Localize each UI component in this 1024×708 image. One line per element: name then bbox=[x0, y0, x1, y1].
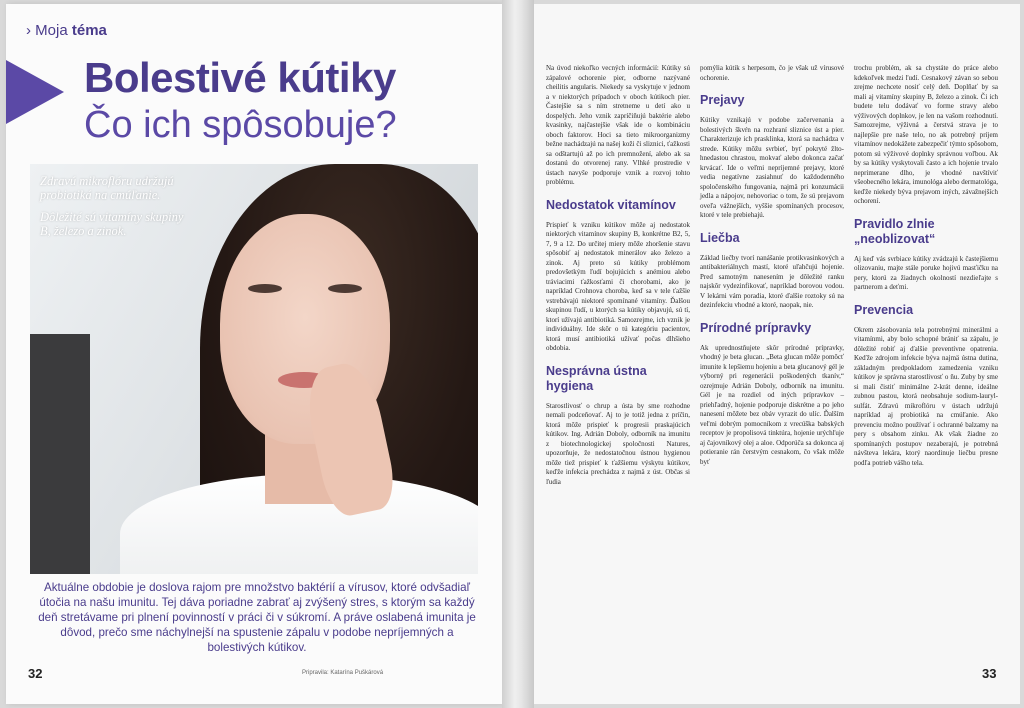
paragraph: pomýlia kútik s herpesom, čo je však už vírusové ochorenie. bbox=[700, 64, 844, 82]
section-heading: Prejavy bbox=[700, 93, 745, 107]
paragraph: Starostlivosť o chrup a ústa by sme rozhodne nemali podceňovať. Aj to je totiž jedna z príčin, ktorá môže prispieť k progresii praskajúcich kútikov. Ing. Adrián Doboly, odborník na imunitu z biotechnologickej spoločnosti Natures, upozorňuje, že nedostatočnou ústnou hygienou môže tiež prispieť k ťažšiemu výskytu kútikov, keďže infekcia prechádza z najmä z úst. Občas si ľudia bbox=[546, 401, 690, 486]
play-arrow-icon bbox=[6, 60, 64, 124]
author-credit: Pripravila: Katarína Puškárová bbox=[302, 670, 384, 676]
photo-eye-left bbox=[248, 284, 282, 293]
section-heading: Pravidlo zlnie „neoblizovat“ bbox=[854, 216, 936, 246]
paragraph: Ak uprednostňujete skôr prírodné prípravky, vhodný je beta glucan. „Beta glucan môže pomôcť imunite k lepšiemu hojeniu a beta glucanový gél je výborný pri regenerácii poškodených tkanív,“ ozrejmuje Adrián Doboly, odborník na imunitu. Gél je na rozdiel od iných prípravkov – priehľadný, hojenie podporuje diskrétne a po jeho nanesení môžete bez obáv vyrazit do ulíc. Ďalším veľmi dobrým pomocníkom z vrecúška babských receptov je propolisová tinktúra, hojenie urýchľuje aj čajovníkový olej a aloe. Odporúča sa dokonca aj potieranie rán čerstvým cesnakom, čo však môže byť bbox=[700, 343, 844, 466]
section-heading: Prevencia bbox=[854, 302, 914, 317]
paragraph: Kútiky vznikajú v podobe začervenania a bolestivých škvŕn na rozhraní sliznice úst a pier. Charakterizuje ich prasklinka, ktorá sa nachádza v strede. Kútiky môžu svrbieť, byť pokryté žlto-hnedastou chrastou, mokvať alebo dokonca začať krvácať. Ide o veľmi nepríjemné prejavy, ktoré vedia negatívne zasiahnuť do každodenného spoločenského fungovania, najmä pri konzumácii jedla a nápojov, nehovoriac o tom, že sú prejavom oveľa vážnejších, vyššie spomínaných procesov, ktoré v tele prebiehajú. bbox=[700, 116, 844, 219]
rubric-bold: téma bbox=[71, 22, 107, 39]
right-page bbox=[534, 4, 1020, 704]
lead-paragraph: Aktuálne obdobie je doslova rajom pre množstvo baktérií a vírusov, ktoré odvšadiaľ útočia na našu imunitu. Tej dáva poriadne zabrať aj zvýšený stres, s ktorým sa každý deň stretávame pri plnení povinností v práci či v súkromí. A práve oslabená imunita je dôvod, prečo sme náchylnejší na spustenie zápalu v podobe nepríjemných a bolestivých kútikov. bbox=[38, 581, 476, 654]
section-heading: Nesprávna ústna hygiena bbox=[546, 363, 647, 393]
paragraph: Okrem zásobovania tela potrebnými minerálmi a vitamínmi, aby bolo schopné brániť sa zápalu, je dôležité robiť aj ďalšie preventívne opatrenia. Keďže zdrojom infekcie býva najmä ústna dutina, základným predpokladom zamedzenia vzniku kútikov je správna starostlivosť o ňu. Zuby by sme si mali čistiť minimálne 2-krát denne, ideálne zubnou pastou, ktorá neobsahuje sodium-lauryl-sulfát. Zdravú mikroflóru v ústach udržujú napríklad aj probiotiká na cmúľanie. Ako prevenciu možno používať i ochranné balzamy na pery s obsahom zinku. Ak však žiadne zo spomínaných postupov nezaberajú, je potrebná návšteva lekára, ktorý naordinuje liečbu presne podľa potrieb vášho tela. bbox=[854, 325, 998, 467]
rubric-prefix: › Moja bbox=[26, 22, 68, 39]
page-number-right: 33 bbox=[982, 666, 997, 681]
page-number-left: 32 bbox=[28, 666, 43, 681]
book-gutter bbox=[502, 0, 534, 708]
photo-background-shape bbox=[30, 334, 90, 574]
paragraph: Na úvod niekoľko vecných informácií: Kútiky sú zápalové ochorenie pier, odborne nazývané cheilitis angularis. Niekedy sa vyskytuje v jednom a v niektorých prípadoch v oboch kútikoch pier. Častejšie sa s ním stretneme u detí ako u dospelých. Jeho vznik zapríčiňujú baktérie alebo kvasinky, najčastejšie však ide o kombináciu oboch faktorov. Hoci sa tieto mikroorganizmy bežne nachádzajú na našej koži či sliznici, ťažkosti sa odštartujú až po ich premnožení, alebo ak sa dostanú do otvorenej rany. Vlhké prostredie v ústach navyše podporuje vznik a rozvoj tohto problému. bbox=[546, 64, 690, 186]
text-column-2 bbox=[700, 64, 844, 467]
photo-eye-right bbox=[328, 284, 362, 293]
section-heading: Nedostatok vitamínov bbox=[546, 197, 676, 212]
article-title: Bolestivé kútiky bbox=[84, 54, 396, 101]
photo-caption bbox=[40, 174, 190, 246]
photo-caption-line: Dôležité sú vitamíny skupiny B, železo a zinok. bbox=[40, 210, 184, 238]
paragraph: Základ liečby tvorí nanášanie protikvasinkových a antibakteriálnych mastí, ktoré uľahčujú hojenie. Pred samotným nanesením je dôležité ranku najskôr vydezinfikovať, napríklad borovou vodou. V lekárni vám poradia, ktoré ďalšie roztoky sú na dezinfekciu vhodné a ktoré, naopak, nie. bbox=[700, 253, 844, 309]
section-heading: Prírodné prípravky bbox=[700, 320, 812, 335]
paragraph: Prispieť k vzniku kútikov môže aj nedostatok niektorých vitamínov skupiny B, konkrétne B2, 5, 7, 9 a 12. Do určitej miery môže zhoršenie stavu spôsobiť aj nedostatok minerálov ako železo a zinok. Aj preto sú kútiky problémom predovšetkým ľudí bojujúcich s anémiou alebo tráviacimi ťažkosťami či chorobami, ako je napríklad Crohnova choroba, keď sa v tele ťažšie vstrebávajú niektoré spomínané vitamíny. Ďalšou skupinou ľudí, u ktorých sa kútiky objavujú, sú tí, ktorí užívajú antibiotiká. Samozrejme, ich vznik je individuálny. Ide skôr o tú kategóriu pacientov, ktorá musí antibiotiká užívať počas dlhšieho obdobia. bbox=[546, 220, 690, 352]
text-column-3 bbox=[854, 64, 998, 468]
article-photo bbox=[30, 164, 478, 574]
section-heading: Liečba bbox=[700, 230, 740, 245]
rubric bbox=[26, 22, 107, 39]
paragraph: Aj keď vás svrbiace kútiky zvádzajú k častejšiemu olizovaniu, majte stále poruke hojivú masťičku na pery, ktorú za žiadnych okolností nezdieľajte s partnerom a deťmi. bbox=[854, 254, 998, 291]
text-column-1 bbox=[546, 64, 690, 487]
photo-caption-line: Zdravú mikroflóru udržujú probiotiká na cmúľanie. bbox=[40, 174, 174, 202]
left-page bbox=[6, 4, 502, 704]
article-subtitle: Čo ich spôsobuje? bbox=[84, 104, 397, 146]
paragraph: trochu problém, ak sa chystáte do práce alebo kdekoľvek medzi ľudí. Cesnakový závan so sebou zrejme nechcete nosiť celý deň. Doplňať by sa mali aj vitamíny skupiny B, železo a zinok. Či ich budete telu dodávať vo forme stravy alebo výživových doplnkov, je len na vašom rozhodnutí. Samozrejme, výživná a čerstvá strava je to najlepšie pre naše telo, no ak potrebný príjem vitamínov nedokážete zabezpečiť týmto spôsobom, potom sú výživové doplnky správnou voľbou. Ak by sa kútiky vyskytovali často a ich hojenie trvalo neprimerane dlho, je vhodné navštíviť všeobecného lekára, imunológa alebo dermatológa, keďže niekedy býva prejavom iných, závažnejších ochorení. bbox=[854, 64, 998, 205]
